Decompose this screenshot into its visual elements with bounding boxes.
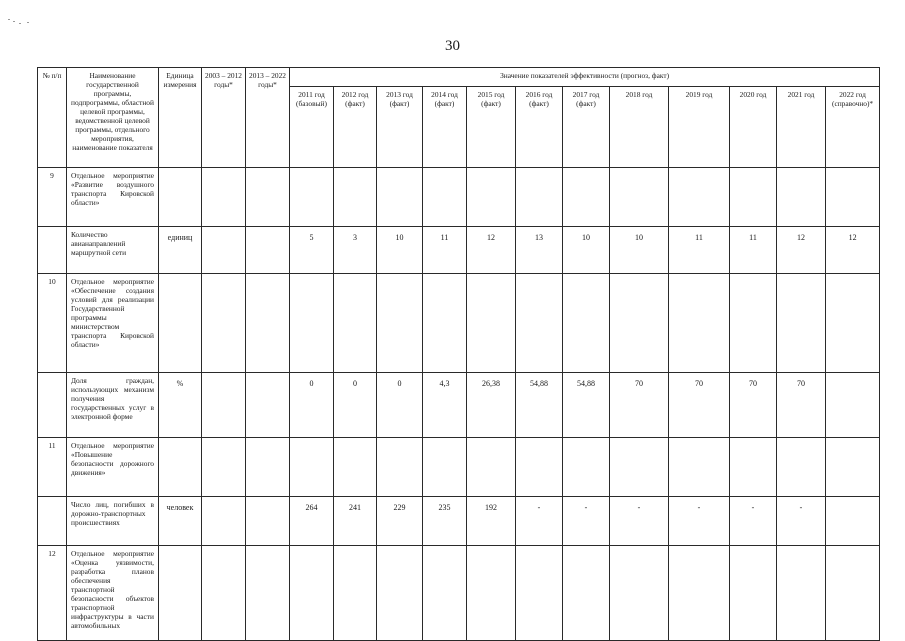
- row-value-cell: 54,88: [563, 373, 610, 438]
- header-period-2013-2022: 2013 – 2022 годы*: [246, 68, 290, 168]
- row-value-cell: 10: [610, 227, 669, 274]
- row-period2-cell: [246, 274, 290, 373]
- row-name-cell: Количество авианаправлений маршрутной сети: [67, 227, 159, 274]
- scan-speck: [8, 19, 10, 20]
- row-value-cell: [669, 546, 730, 641]
- row-value-cell: [610, 274, 669, 373]
- row-name-cell: Отдельное мероприятие «Развитие воздушного транспорта Кировской области»: [67, 168, 159, 227]
- row-value-cell: [730, 274, 777, 373]
- row-period1-cell: [202, 274, 246, 373]
- row-period1-cell: [202, 546, 246, 641]
- row-value-cell: [334, 546, 377, 641]
- row-unit-cell: [159, 168, 202, 227]
- row-value-cell: 229: [377, 497, 423, 546]
- table-row: [38, 497, 880, 546]
- row-period1-cell: [202, 438, 246, 497]
- row-value-cell: [516, 168, 563, 227]
- row-period2-cell: [246, 497, 290, 546]
- row-period1-cell: [202, 168, 246, 227]
- row-value-cell: 264: [290, 497, 334, 546]
- row-value-cell: 192: [467, 497, 516, 546]
- row-value-cell: 26,38: [467, 373, 516, 438]
- row-value-cell: [377, 546, 423, 641]
- table-row: [38, 168, 880, 227]
- row-number-cell: [38, 373, 67, 438]
- header-year: 2022 год (справочно)*: [826, 87, 880, 168]
- row-value-cell: [290, 438, 334, 497]
- header-year: 2012 год (факт): [334, 87, 377, 168]
- row-value-cell: 0: [377, 373, 423, 438]
- row-value-cell: 0: [334, 373, 377, 438]
- row-value-cell: 54,88: [516, 373, 563, 438]
- row-value-cell: [826, 274, 880, 373]
- header-year: 2015 год (факт): [467, 87, 516, 168]
- header-values-group: Значение показателей эффективности (прогноз, факт): [290, 68, 880, 87]
- row-value-cell: -: [730, 497, 777, 546]
- row-value-cell: [610, 438, 669, 497]
- row-value-cell: [826, 373, 880, 438]
- row-period1-cell: [202, 373, 246, 438]
- row-value-cell: 70: [610, 373, 669, 438]
- row-value-cell: [669, 438, 730, 497]
- row-value-cell: -: [777, 497, 826, 546]
- row-period2-cell: [246, 438, 290, 497]
- row-value-cell: 11: [730, 227, 777, 274]
- row-value-cell: [826, 168, 880, 227]
- row-unit-cell: единиц: [159, 227, 202, 274]
- row-value-cell: 10: [377, 227, 423, 274]
- efficiency-indicators-table: [37, 67, 880, 641]
- row-value-cell: [669, 168, 730, 227]
- row-value-cell: [777, 168, 826, 227]
- row-value-cell: [777, 438, 826, 497]
- row-value-cell: 12: [826, 227, 880, 274]
- row-value-cell: [610, 168, 669, 227]
- row-value-cell: [730, 438, 777, 497]
- row-value-cell: [610, 546, 669, 641]
- row-value-cell: [467, 168, 516, 227]
- table-row: [38, 274, 880, 373]
- row-value-cell: [423, 546, 467, 641]
- row-value-cell: 11: [423, 227, 467, 274]
- header-num: № п/п: [38, 68, 67, 168]
- row-value-cell: [423, 168, 467, 227]
- row-value-cell: [516, 274, 563, 373]
- row-value-cell: [377, 168, 423, 227]
- scan-speck: [27, 22, 29, 23]
- table-row: [38, 546, 880, 641]
- row-value-cell: [826, 497, 880, 546]
- row-value-cell: [563, 438, 610, 497]
- row-unit-cell: %: [159, 373, 202, 438]
- row-unit-cell: [159, 546, 202, 641]
- header-year: 2017 год (факт): [563, 87, 610, 168]
- row-name-cell: Число лиц, погибших в дорожно-транспортных происшествиях: [67, 497, 159, 546]
- header-unit: Единица измерения: [159, 68, 202, 168]
- row-value-cell: [290, 274, 334, 373]
- row-unit-cell: человек: [159, 497, 202, 546]
- row-period1-cell: [202, 497, 246, 546]
- row-name-cell: Отдельное мероприятие «Повышение безопасности дорожного движения»: [67, 438, 159, 497]
- row-value-cell: [334, 168, 377, 227]
- row-value-cell: -: [563, 497, 610, 546]
- row-name-cell: Отдельное мероприятие «Оценка уязвимости, разработка планов обеспечения транспортной безопасности объектов транспортной инфраструктуры в части автомобильных: [67, 546, 159, 641]
- row-value-cell: [423, 438, 467, 497]
- row-value-cell: [777, 274, 826, 373]
- row-number-cell: 11: [38, 438, 67, 497]
- header-row: [38, 68, 880, 87]
- header-year: 2020 год: [730, 87, 777, 168]
- row-value-cell: [826, 438, 880, 497]
- row-value-cell: 13: [516, 227, 563, 274]
- row-period1-cell: [202, 227, 246, 274]
- row-value-cell: [669, 274, 730, 373]
- row-value-cell: [730, 546, 777, 641]
- header-year: 2021 год: [777, 87, 826, 168]
- row-value-cell: -: [610, 497, 669, 546]
- row-value-cell: 11: [669, 227, 730, 274]
- header-name: Наименование государственной программы, подпрограммы, областной целевой программы, ведомственной целевой программы, отдельного мероприятия, наименование показателя: [67, 68, 159, 168]
- row-value-cell: [826, 546, 880, 641]
- row-value-cell: 70: [730, 373, 777, 438]
- header-year: 2016 год (факт): [516, 87, 563, 168]
- row-number-cell: [38, 227, 67, 274]
- header-year: 2018 год: [610, 87, 669, 168]
- row-value-cell: 235: [423, 497, 467, 546]
- row-value-cell: 10: [563, 227, 610, 274]
- header-period-2003-2012: 2003 – 2012 годы*: [202, 68, 246, 168]
- row-number-cell: 12: [38, 546, 67, 641]
- row-value-cell: 241: [334, 497, 377, 546]
- table-row: [38, 227, 880, 274]
- row-value-cell: [467, 274, 516, 373]
- row-value-cell: [563, 274, 610, 373]
- row-value-cell: [467, 546, 516, 641]
- row-value-cell: [467, 438, 516, 497]
- row-value-cell: [377, 274, 423, 373]
- row-value-cell: 70: [777, 373, 826, 438]
- row-value-cell: 4,3: [423, 373, 467, 438]
- row-number-cell: 10: [38, 274, 67, 373]
- row-number-cell: [38, 497, 67, 546]
- page-number: 30: [445, 38, 460, 54]
- row-name-cell: Отдельное мероприятие «Обеспечение создания условий для реализации Государственной программы министерством транспорта Кировской области»: [67, 274, 159, 373]
- row-value-cell: [334, 274, 377, 373]
- row-value-cell: 12: [467, 227, 516, 274]
- row-value-cell: [777, 546, 826, 641]
- row-value-cell: [563, 168, 610, 227]
- row-value-cell: [516, 546, 563, 641]
- row-unit-cell: [159, 274, 202, 373]
- row-value-cell: [563, 546, 610, 641]
- scan-speck: [19, 23, 21, 24]
- header-year: 2019 год: [669, 87, 730, 168]
- row-value-cell: -: [669, 497, 730, 546]
- row-period2-cell: [246, 546, 290, 641]
- row-value-cell: [423, 274, 467, 373]
- row-name-cell: Доля граждан, использующих механизм получения государственных услуг в электронной форме: [67, 373, 159, 438]
- header-year: 2011 год (базовый): [290, 87, 334, 168]
- table-row: [38, 438, 880, 497]
- row-value-cell: 0: [290, 373, 334, 438]
- table-row: [38, 373, 880, 438]
- row-value-cell: [334, 438, 377, 497]
- row-value-cell: [516, 438, 563, 497]
- row-period2-cell: [246, 373, 290, 438]
- row-period2-cell: [246, 227, 290, 274]
- row-value-cell: -: [516, 497, 563, 546]
- row-period2-cell: [246, 168, 290, 227]
- header-year: 2013 год (факт): [377, 87, 423, 168]
- row-number-cell: 9: [38, 168, 67, 227]
- row-value-cell: 5: [290, 227, 334, 274]
- row-value-cell: [730, 168, 777, 227]
- row-value-cell: [290, 546, 334, 641]
- header-year: 2014 год (факт): [423, 87, 467, 168]
- scan-speck: [13, 21, 15, 22]
- row-value-cell: [377, 438, 423, 497]
- row-value-cell: 70: [669, 373, 730, 438]
- row-value-cell: [290, 168, 334, 227]
- row-value-cell: 3: [334, 227, 377, 274]
- row-value-cell: 12: [777, 227, 826, 274]
- row-unit-cell: [159, 438, 202, 497]
